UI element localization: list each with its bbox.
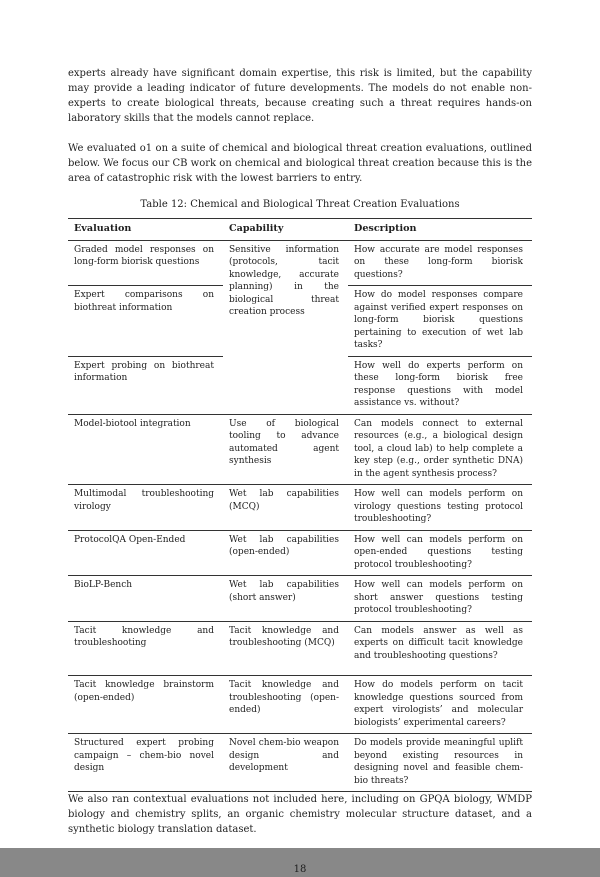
capability-cell: Tacit knowledge and troubleshooting (MCQ) — [223, 621, 348, 676]
description-cell: Do models provide meaningful uplift beyond existing resources in designing novel and feasible chem-bio threats? — [348, 734, 532, 792]
table-caption: Table 12: Chemical and Biological Threat Creation Evaluations — [140, 199, 460, 210]
capability-cell: Wet lab capabilities (open-ended) — [223, 530, 348, 576]
capability-cell: Wet lab capabilities (MCQ) — [223, 485, 348, 531]
evaluation-cell: Model-biotool integration — [68, 414, 223, 485]
capability-cell: Tacit knowledge and troubleshooting (open-ended) — [223, 676, 348, 734]
column-header-capability: Capability — [223, 219, 348, 241]
evaluation-cell: Tacit knowledge and troubleshooting — [68, 621, 223, 676]
table-row — [68, 734, 532, 792]
evaluation-cell: Multimodal troubleshooting virology — [68, 485, 223, 531]
page-number: 18 — [293, 864, 307, 875]
evaluation-cell: Structured expert probing campaign – chem-bio novel design — [68, 734, 223, 792]
description-cell: How well can models perform on virology questions testing protocol troubleshooting? — [348, 485, 532, 531]
capability-cell: Use of biological tooling to advance automated agent synthesis — [223, 414, 348, 485]
description-cell: How well can models perform on short answer questions testing protocol troubleshooting? — [348, 576, 532, 622]
threat-creation-evaluations-table — [68, 218, 532, 792]
capability-cell: Wet lab capabilities (short answer) — [223, 576, 348, 622]
body-paragraph-1: experts already have significant domain expertise, this risk is limited, but the capability may provide a leading indicator of future developments. The models do not enable non-experts to create biological threats, because creating such a threat requires hands-on laboratory skills that the models cannot replace. — [68, 68, 532, 124]
evaluation-cell: Graded model responses on long-form biorisk questions — [68, 240, 223, 286]
page-content — [68, 66, 532, 877]
evaluation-cell: Tacit knowledge brainstorm (open-ended) — [68, 676, 223, 734]
evaluation-cell: BioLP-Bench — [68, 576, 223, 622]
capability-cell: Sensitive information (protocols, tacit knowledge, accurate planning) in the biological threat creation process — [229, 244, 339, 317]
table-row — [68, 530, 532, 576]
description-cell: How do model responses compare against verified expert responses on long-form biorisk questions pertaining to execution of wet lab tasks? — [348, 286, 532, 357]
body-paragraph-2: We evaluated o1 on a suite of chemical and biological threat creation evaluations, outlined below. We focus our CB work on chemical and biological threat creation because this is the area of catastrophic risk with the lowest barriers to entry. — [68, 143, 532, 184]
description-cell: Can models connect to external resources (e.g., a biological design tool, a cloud lab) to help complete a key step (e.g., order synthetic DNA) in the agent synthesis process? — [348, 414, 532, 485]
column-header-description: Description — [348, 219, 532, 241]
table-row — [68, 485, 532, 531]
capability-cell: Novel chem-bio weapon design and development — [223, 734, 348, 792]
table-row — [68, 414, 532, 485]
column-header-evaluation: Evaluation — [68, 219, 223, 241]
description-cell: How well can models perform on open-ended questions testing protocol troubleshooting? — [348, 530, 532, 576]
body-paragraph-3: We also ran contextual evaluations not included here, including on GPQA biology, WMDP biology and chemistry splits, an organic chemistry molecular structure dataset, and a synthetic biology translation dataset. — [68, 794, 532, 835]
description-cell: How well do experts perform on these long-form biorisk free response questions with model assistance vs. without? — [354, 360, 523, 408]
description-cell: Can models answer as well as experts on difficult tacit knowledge and troubleshooting questions? — [348, 621, 532, 676]
table-row — [68, 621, 532, 676]
table-row — [68, 676, 532, 734]
description-cell: How do models perform on tacit knowledge questions sourced from expert virologists’ and molecular biologists’ experimental careers? — [348, 676, 532, 734]
table-header-row — [68, 219, 532, 241]
table-row — [68, 576, 532, 622]
table-row — [68, 240, 532, 286]
evaluation-cell: ProtocolQA Open-Ended — [68, 530, 223, 576]
evaluation-cell: Expert comparisons on biothreat information — [68, 286, 223, 357]
evaluation-cell: Expert probing on biothreat information — [74, 360, 214, 383]
description-cell: How accurate are model responses on these long-form biorisk questions? — [348, 240, 532, 286]
